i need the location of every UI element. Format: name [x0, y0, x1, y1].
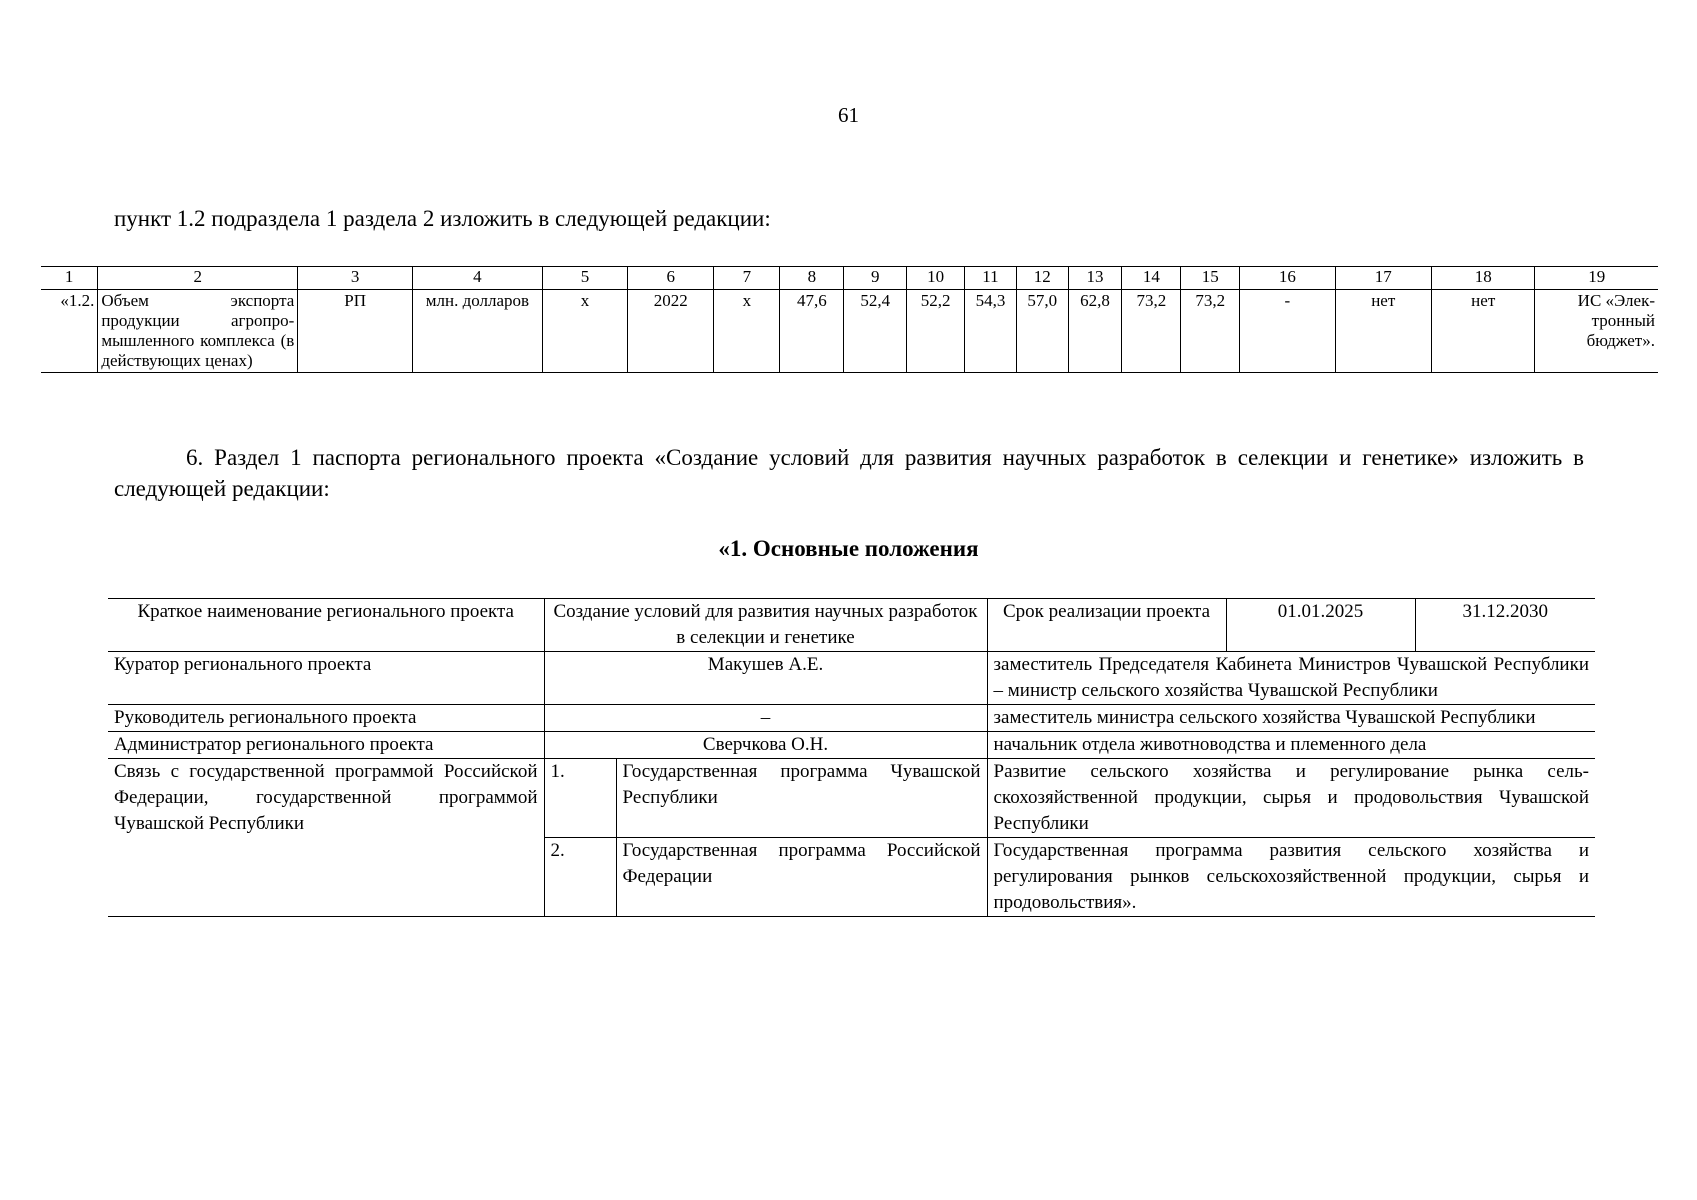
section-title: «1. Основные положения	[718, 536, 979, 561]
curator-label: Куратор регионального проекта	[108, 652, 544, 705]
admin-label: Администратор регионального проекта	[108, 732, 544, 759]
column-header: 15	[1181, 267, 1240, 290]
program-link-label: Связь с государственной программой Российской Федерации, государственной программой Чувашской Республики	[108, 759, 544, 917]
indicator-value: 54,3	[965, 290, 1017, 373]
indicator-base-year: 2022	[628, 290, 714, 373]
column-header: 17	[1335, 267, 1431, 290]
indicator-number: «1.2.	[41, 290, 98, 373]
indicator-level: РП	[298, 290, 413, 373]
passport-table	[108, 598, 1595, 917]
head-position: заместитель министра сельского хозяйства Чувашской Республики	[987, 705, 1595, 732]
program-number: 2.	[544, 838, 616, 917]
table-row	[108, 759, 1595, 838]
section-paragraph: 6. Раздел 1 паспорта регионального проекта «Создание условий для развития научных разработок в селекции и генетике» изложить в следующей редакции:	[114, 445, 1584, 501]
column-header: 5	[542, 267, 627, 290]
head-label: Руководитель регионального проекта	[108, 705, 544, 732]
table-row	[108, 732, 1595, 759]
program-name: Развитие сельского хозяйства и регулирование рынка сельскохозяйственной продукции, сырья и продовольствия Чувашской Республики	[987, 759, 1595, 838]
term-label: Срок реализации проекта	[987, 599, 1226, 652]
column-header: 2	[98, 267, 298, 290]
indicator-col7: х	[714, 290, 780, 373]
intro-text: пункт 1.2 подраздела 1 раздела 2 изложить в следующей редакции:	[114, 206, 771, 231]
indicator-col5: х	[542, 290, 627, 373]
column-header: 1	[41, 267, 98, 290]
indicator-header-row	[41, 267, 1658, 290]
column-header: 9	[844, 267, 907, 290]
admin-position: начальник отдела животноводства и племенного дела	[987, 732, 1595, 759]
indicator-table	[41, 266, 1658, 373]
indicator-value: 52,2	[907, 290, 965, 373]
admin-name: Сверчкова О.Н.	[544, 732, 987, 759]
indicator-unit: млн. долларов	[412, 290, 542, 373]
column-header: 16	[1240, 267, 1335, 290]
term-start: 01.01.2025	[1226, 599, 1415, 652]
curator-name: Макушев А.Е.	[544, 652, 987, 705]
column-header: 11	[965, 267, 1017, 290]
indicator-value: 73,2	[1122, 290, 1181, 373]
column-header: 6	[628, 267, 714, 290]
indicator-value: 62,8	[1068, 290, 1122, 373]
indicator-value: 52,4	[844, 290, 907, 373]
head-name: –	[544, 705, 987, 732]
table-row	[108, 599, 1595, 652]
indicator-col17: нет	[1335, 290, 1431, 373]
column-header: 4	[412, 267, 542, 290]
indicator-value: 47,6	[780, 290, 844, 373]
indicator-name: Объем экспорта продукции агропромышленного комплекса (в действующих ценах)	[98, 290, 298, 373]
table-row	[108, 652, 1595, 705]
column-header: 8	[780, 267, 844, 290]
program-type: Государственная программа Российской Федерации	[616, 838, 987, 917]
term-end: 31.12.2030	[1415, 599, 1595, 652]
indicator-value: 57,0	[1016, 290, 1068, 373]
column-header: 7	[714, 267, 780, 290]
column-header: 3	[298, 267, 413, 290]
column-header: 10	[907, 267, 965, 290]
curator-position: заместитель Председателя Кабинета Министров Чувашской Республики – министр сельского хозяйства Чувашской Республики	[987, 652, 1595, 705]
page-number: 61	[838, 103, 859, 127]
program-number: 1.	[544, 759, 616, 838]
column-header: 12	[1016, 267, 1068, 290]
column-header: 18	[1431, 267, 1535, 290]
short-name-value: Создание условий для развития научных разработок в селекции и генетике	[544, 599, 987, 652]
short-name-label: Краткое наименование регионального проекта	[108, 599, 544, 652]
indicator-value: 73,2	[1181, 290, 1240, 373]
column-header: 14	[1122, 267, 1181, 290]
indicator-source: ИС «Электронный бюджет».	[1535, 290, 1658, 373]
table-row	[108, 705, 1595, 732]
indicator-col18: нет	[1431, 290, 1535, 373]
column-header: 19	[1535, 267, 1658, 290]
program-type: Государственная программа Чувашской Республики	[616, 759, 987, 838]
table-row	[41, 290, 1658, 373]
column-header: 13	[1068, 267, 1122, 290]
program-name: Государственная программа развития сельского хозяйства и регулирования рынков сельскохозяйственной продукции, сырья и продовольствия».	[987, 838, 1595, 917]
indicator-col16: -	[1240, 290, 1335, 373]
